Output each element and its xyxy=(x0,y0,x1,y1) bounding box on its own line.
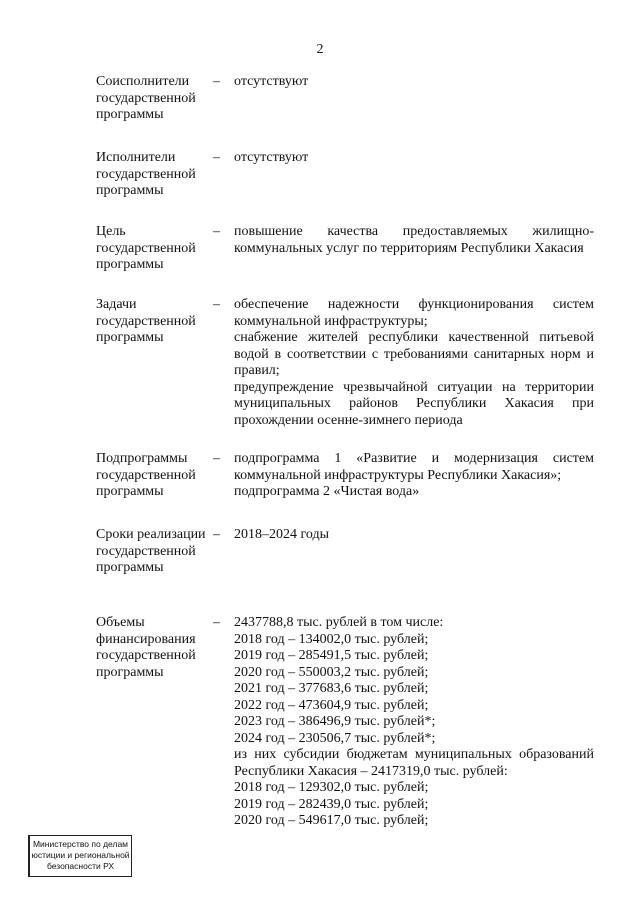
stamp-line: безопасности РХ xyxy=(46,861,115,871)
row-value xyxy=(234,150,594,167)
value-line: повышение качества предоставляемых жилищно-коммунальных услуг по территориям Республики Хакасия xyxy=(234,224,594,256)
funding-year: 2021 год – 377683,6 тыс. рублей; xyxy=(234,681,429,696)
row-value xyxy=(234,224,594,257)
subsidy-year: 2019 год – 282439,0 тыс. рублей; xyxy=(234,796,429,812)
funding-year: 2022 год – 473604,9 тыс. рублей; xyxy=(234,697,429,713)
row-value xyxy=(234,451,594,501)
funding-year: 2024 год – 230506,7 тыс. рублей*; xyxy=(234,730,436,746)
row-dash: – xyxy=(213,527,220,542)
value-line: предупреждение чрезвычайной ситуации на территории муниципальных районов Республики Хакасия при прохождении осенне-зимнего периода xyxy=(234,379,594,428)
row-value xyxy=(234,527,594,544)
row-label: Сроки реализации государственной программы xyxy=(96,527,206,575)
row-value xyxy=(234,615,594,830)
funding-year: 2020 год – 550003,2 тыс. рублей; xyxy=(234,664,429,680)
row-dash: – xyxy=(213,451,220,466)
value-line: обеспечение надежности функционирования систем коммунальной инфраструктуры; xyxy=(234,297,594,329)
row-label: Соисполнители государственной программы xyxy=(96,74,196,122)
row-label: Объемы финансирования государственной программы xyxy=(96,615,196,680)
funding-year: 2023 год – 386496,9 тыс. рублей*; xyxy=(234,714,436,729)
stamp-line: Министерство по делам xyxy=(32,839,129,849)
row-label: Задачи государственной программы xyxy=(96,297,196,345)
value-line: отсутствуют xyxy=(234,150,309,165)
row-label: Подпрограммы государственной программы xyxy=(96,451,196,499)
row-label: Цель государственной программы xyxy=(96,224,196,272)
value-line: отсутствуют xyxy=(234,74,309,89)
stamp-line: юстиции и региональной xyxy=(31,850,130,860)
row-dash: – xyxy=(213,224,220,239)
row-label: Исполнители государственной программы xyxy=(96,150,196,198)
subsidy-total: из них субсидии бюджетам муниципальных образований Республики Хакасия – 2417319,0 тыс. рублей: xyxy=(234,747,594,779)
funding-total: 2437788,8 тыс. рублей в том числе: xyxy=(234,615,444,630)
funding-year: 2019 год – 285491,5 тыс. рублей; xyxy=(234,648,429,663)
row-value xyxy=(234,74,594,91)
subsidy-year: 2020 год – 549617,0 тыс. рублей; xyxy=(234,813,429,828)
ministry-stamp xyxy=(28,835,132,877)
value-line: подпрограмма 1 «Развитие и модернизация систем коммунальной инфраструктуры Республики Хакасия»; xyxy=(234,451,594,483)
page-number: 2 xyxy=(316,42,324,57)
value-line: снабжение жителей республики качественной питьевой водой в соответствии с требованиями санитарных норм и правил; xyxy=(234,330,594,378)
row-dash: – xyxy=(213,615,220,630)
row-dash: – xyxy=(213,150,220,165)
value-line: подпрограмма 2 «Чистая вода» xyxy=(234,484,420,499)
funding-year: 2018 год – 134002,0 тыс. рублей; xyxy=(234,631,429,647)
row-dash: – xyxy=(213,297,220,312)
value-line: 2018–2024 годы xyxy=(234,527,330,542)
subsidy-year: 2018 год – 129302,0 тыс. рублей; xyxy=(234,780,429,795)
row-value xyxy=(234,297,594,429)
row-dash: – xyxy=(213,74,220,89)
